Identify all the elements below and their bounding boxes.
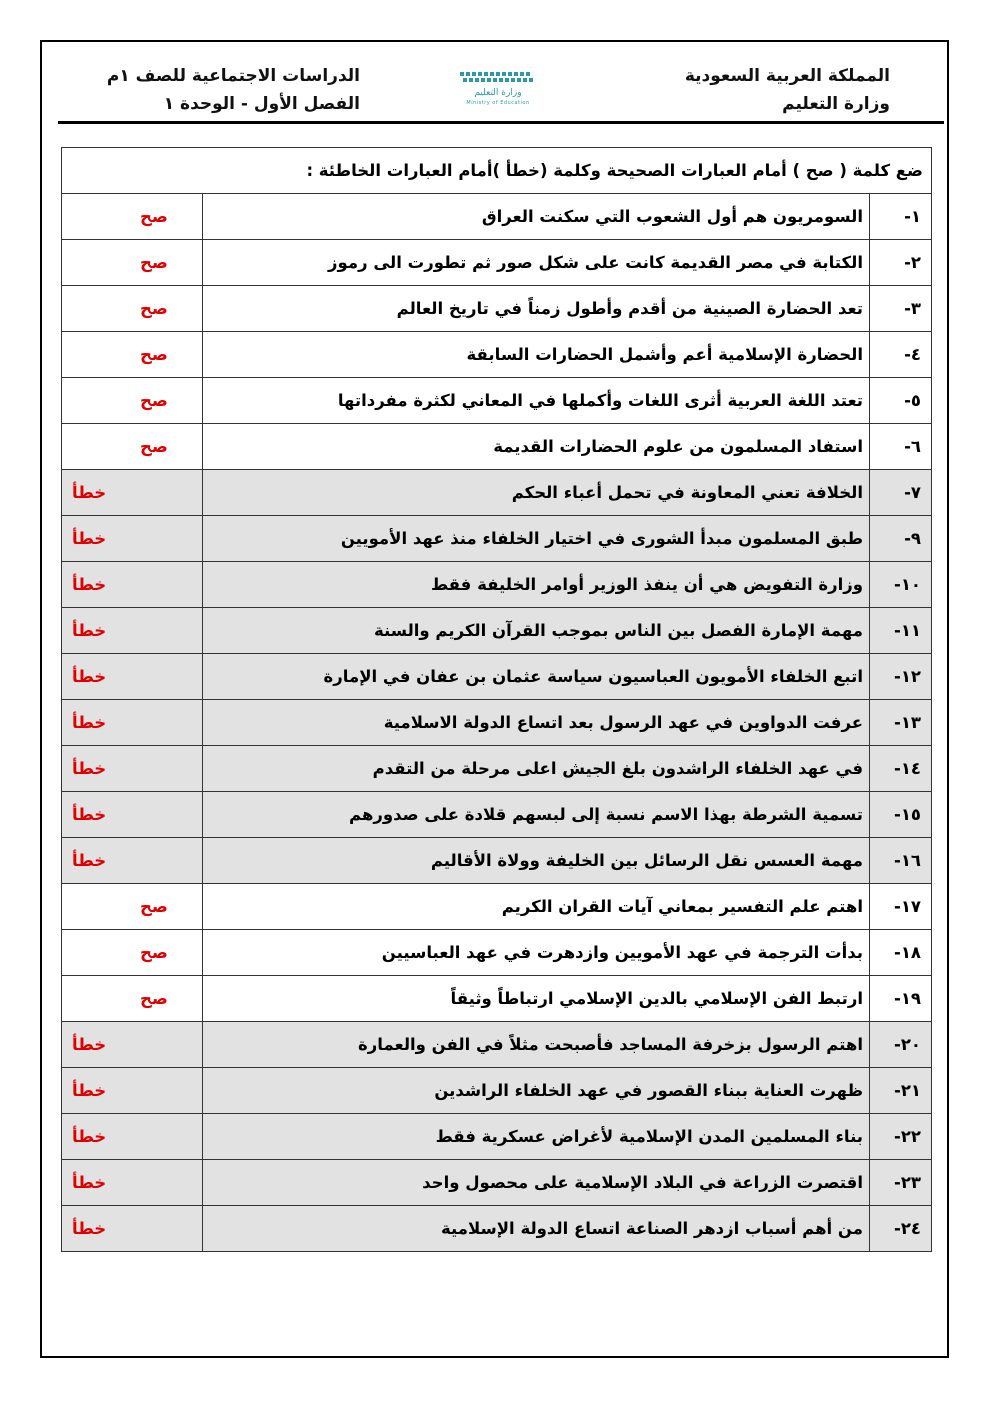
question-statement: تعتد اللغة العربية أثرى اللغات وأكملها في المعاني لكثرة مفرداتها <box>203 378 870 424</box>
answer-cell: صح <box>62 194 203 240</box>
answer-cell: خطأ <box>62 1114 203 1160</box>
question-statement: ظهرت العناية ببناء القصور في عهد الخلفاء الراشدين <box>203 1068 870 1114</box>
answer-cell: خطأ <box>62 608 203 654</box>
question-row <box>62 700 932 746</box>
answer-cell: خطأ <box>62 792 203 838</box>
question-row <box>62 1206 932 1252</box>
question-statement: بدأت الترجمة في عهد الأمويين وازدهرت في عهد العباسيين <box>203 930 870 976</box>
question-statement: اهتم علم التفسير بمعاني آيات القران الكريم <box>203 884 870 930</box>
question-statement: مهمة الإمارة الفصل بين الناس بموجب القرآن الكريم والسنة <box>203 608 870 654</box>
answer-cell: خطأ <box>62 654 203 700</box>
question-row <box>62 1068 932 1114</box>
question-row <box>62 792 932 838</box>
question-row <box>62 378 932 424</box>
question-statement: بناء المسلمين المدن الإسلامية لأغراض عسكرية فقط <box>203 1114 870 1160</box>
logo-text: وزارة التعليم <box>474 88 522 98</box>
question-row <box>62 240 932 286</box>
header-divider <box>58 121 944 124</box>
question-row <box>62 654 932 700</box>
answer-cell: صح <box>62 424 203 470</box>
question-row <box>62 1160 932 1206</box>
question-row <box>62 746 932 792</box>
question-statement: تسمية الشرطة بهذا الاسم نسبة إلى لبسهم قلادة على صدورهم <box>203 792 870 838</box>
answer-cell: صح <box>62 884 203 930</box>
question-number: ٧- <box>870 470 932 516</box>
answer-cell: خطأ <box>62 838 203 884</box>
question-number: ٥- <box>870 378 932 424</box>
question-number: ٢٢- <box>870 1114 932 1160</box>
subject-title: الدراسات الاجتماعية للصف ١م <box>106 66 360 86</box>
instruction-text: ضع كلمة ( صح ) أمام العبارات الصحيحة وكلمة (خطأ )أمام العبارات الخاطئة : <box>62 148 932 194</box>
question-number: ١٠- <box>870 562 932 608</box>
question-statement: اقتصرت الزراعة في البلاد الإسلامية على محصول واحد <box>203 1160 870 1206</box>
answer-cell: خطأ <box>62 1206 203 1252</box>
question-statement: ارتبط الفن الإسلامي بالدين الإسلامي ارتباطاً وثيقاً <box>203 976 870 1022</box>
question-number: ١٥- <box>870 792 932 838</box>
answer-cell: خطأ <box>62 746 203 792</box>
answer-cell: صح <box>62 378 203 424</box>
question-number: ٣- <box>870 286 932 332</box>
answer-cell: خطأ <box>62 1022 203 1068</box>
question-number: ١٣- <box>870 700 932 746</box>
question-row <box>62 930 932 976</box>
question-row <box>62 424 932 470</box>
question-number: ٤- <box>870 332 932 378</box>
question-number: ١- <box>870 194 932 240</box>
question-row <box>62 608 932 654</box>
question-number: ١٧- <box>870 884 932 930</box>
header-right <box>600 62 890 118</box>
question-number: ٩- <box>870 516 932 562</box>
true-false-table <box>61 147 932 1252</box>
question-row <box>62 976 932 1022</box>
question-number: ٢٣- <box>870 1160 932 1206</box>
question-row <box>62 286 932 332</box>
question-row <box>62 332 932 378</box>
answer-cell: صح <box>62 286 203 332</box>
question-number: ٢- <box>870 240 932 286</box>
question-statement: استفاد المسلمون من علوم الحضارات القديمة <box>203 424 870 470</box>
question-number: ١٨- <box>870 930 932 976</box>
answer-cell: خطأ <box>62 1068 203 1114</box>
question-statement: تعد الحضارة الصينية من أقدم وأطول زمناً في تاريخ العالم <box>203 286 870 332</box>
instruction-row <box>62 148 932 194</box>
question-statement: طبق المسلمون مبدأ الشورى في اختيار الخلفاء منذ عهد الأمويين <box>203 516 870 562</box>
question-row <box>62 1022 932 1068</box>
question-row <box>62 562 932 608</box>
answer-cell: صح <box>62 332 203 378</box>
logo-subtext: Ministry of Education <box>466 100 530 106</box>
answer-cell: صح <box>62 930 203 976</box>
question-statement: الخلافة تعني المعاونة في تحمل أعباء الحكم <box>203 470 870 516</box>
question-statement: من أهم أسباب ازدهر الصناعة اتساع الدولة الإسلامية <box>203 1206 870 1252</box>
answer-cell: خطأ <box>62 562 203 608</box>
term-unit: الفصل الأول - الوحدة ١ <box>163 94 360 114</box>
question-number: ٦- <box>870 424 932 470</box>
question-statement: السومريون هم أول الشعوب التي سكنت العراق <box>203 194 870 240</box>
question-statement: اهتم الرسول بزخرفة المساجد فأصبحت مثلاً في الفن والعمارة <box>203 1022 870 1068</box>
question-number: ١٢- <box>870 654 932 700</box>
question-row <box>62 838 932 884</box>
answer-cell: خطأ <box>62 470 203 516</box>
question-row <box>62 516 932 562</box>
question-number: ١٦- <box>870 838 932 884</box>
question-number: ٢٠- <box>870 1022 932 1068</box>
question-statement: وزارة التفويض هي أن ينفذ الوزير أوامر الخليفة فقط <box>203 562 870 608</box>
question-statement: مهمة العسس نقل الرسائل بين الخليفة وولاة الأقاليم <box>203 838 870 884</box>
question-number: ٢١- <box>870 1068 932 1114</box>
question-row <box>62 884 932 930</box>
question-statement: الحضارة الإسلامية أعم وأشمل الحضارات السابقة <box>203 332 870 378</box>
answer-cell: خطأ <box>62 516 203 562</box>
answer-cell: صح <box>62 976 203 1022</box>
question-number: ١١- <box>870 608 932 654</box>
question-statement: الكتابة في مصر القديمة كانت على شكل صور ثم تطورت الى رموز <box>203 240 870 286</box>
question-row <box>62 194 932 240</box>
question-statement: في عهد الخلفاء الراشدون بلغ الجيش اعلى مرحلة من التقدم <box>203 746 870 792</box>
question-number: ٢٤- <box>870 1206 932 1252</box>
answer-cell: خطأ <box>62 700 203 746</box>
answer-cell: خطأ <box>62 1160 203 1206</box>
question-statement: اتبع الخلفاء الأمويون العباسيون سياسة عثمان بن عفان في الإمارة <box>203 654 870 700</box>
question-row <box>62 470 932 516</box>
country-name: المملكة العربية السعودية <box>684 66 890 86</box>
question-row <box>62 1114 932 1160</box>
answer-cell: صح <box>62 240 203 286</box>
question-statement: عرفت الدواوين في عهد الرسول بعد اتساع الدولة الاسلامية <box>203 700 870 746</box>
question-number: ١٩- <box>870 976 932 1022</box>
ministry-name: وزارة التعليم <box>782 94 890 114</box>
question-number: ١٤- <box>870 746 932 792</box>
header-left <box>60 62 360 118</box>
